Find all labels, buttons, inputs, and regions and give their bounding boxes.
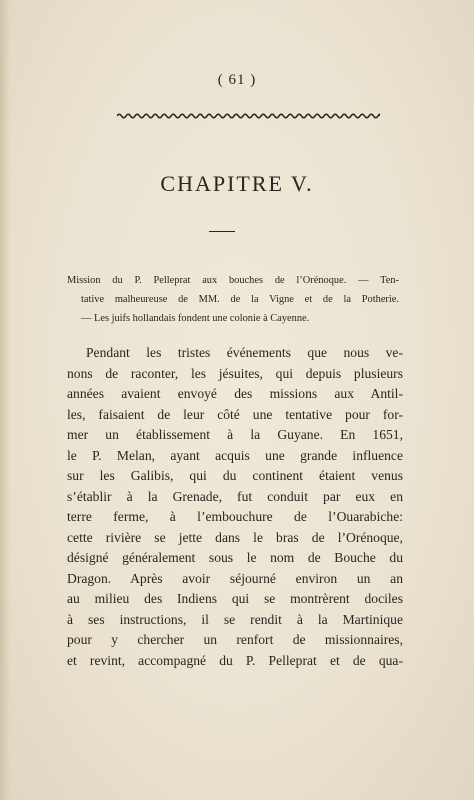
chapter-title: CHAPITRE V.: [160, 171, 314, 196]
text-line: sur les Galibis, qui du continent étaient venus: [67, 468, 403, 483]
text-line: à ses instructions, il se rendit à la Martinique: [67, 611, 403, 627]
page-number: ( 61 ): [217, 72, 257, 88]
ornamental-wavy-rule: [117, 112, 380, 120]
text-line: et revint, accompagné du P. Pelleprat et de qua-: [67, 652, 403, 668]
text-line: s’établir à la Grenade, fut conduit par eux en: [67, 488, 403, 504]
text-line: Pendant les tristes événements que nous ve-: [86, 345, 403, 360]
text-line: pour y chercher un renfort de missionnaires,: [67, 632, 403, 647]
body-paragraph: [67, 343, 403, 671]
summary-line: Mission du P. Pelleprat aux bouches de l’Orénoque. — Ten-: [67, 275, 399, 286]
chapter-summary: [67, 271, 399, 328]
text-line: cette rivière se jette dans le bras de l’Orénoque,: [67, 529, 403, 545]
text-line: désigné généralement sous le nom de Bouche du: [67, 550, 403, 565]
title-divider-rule: [209, 231, 235, 232]
summary-line: tative malheureuse de MM. de la Vigne et de la Potherie.: [81, 294, 399, 305]
text-line: les, faisaient de leur côté une tentative pour for-: [67, 406, 403, 422]
summary-line: — Les juifs hollandais fondent une colonie à Cayenne.: [81, 313, 310, 324]
text-line: nons de raconter, les jésuites, qui depuis plusieurs: [67, 365, 403, 381]
text-line: le P. Melan, ayant acquis une grande influence: [67, 447, 403, 463]
text-line: terre ferme, à l’embouchure de l’Ouarabiche:: [67, 509, 403, 524]
text-line: mer un établissement à la Guyane. En 1651,: [67, 427, 403, 442]
text-line: années avaient envoyé des missions aux Antil-: [67, 386, 403, 401]
page-shadow-edge: [0, 0, 10, 800]
text-line: au milieu des Indiens qui se montrèrent dociles: [67, 591, 403, 606]
text-line: Dragon. Après avoir séjourné environ un an: [67, 570, 403, 586]
